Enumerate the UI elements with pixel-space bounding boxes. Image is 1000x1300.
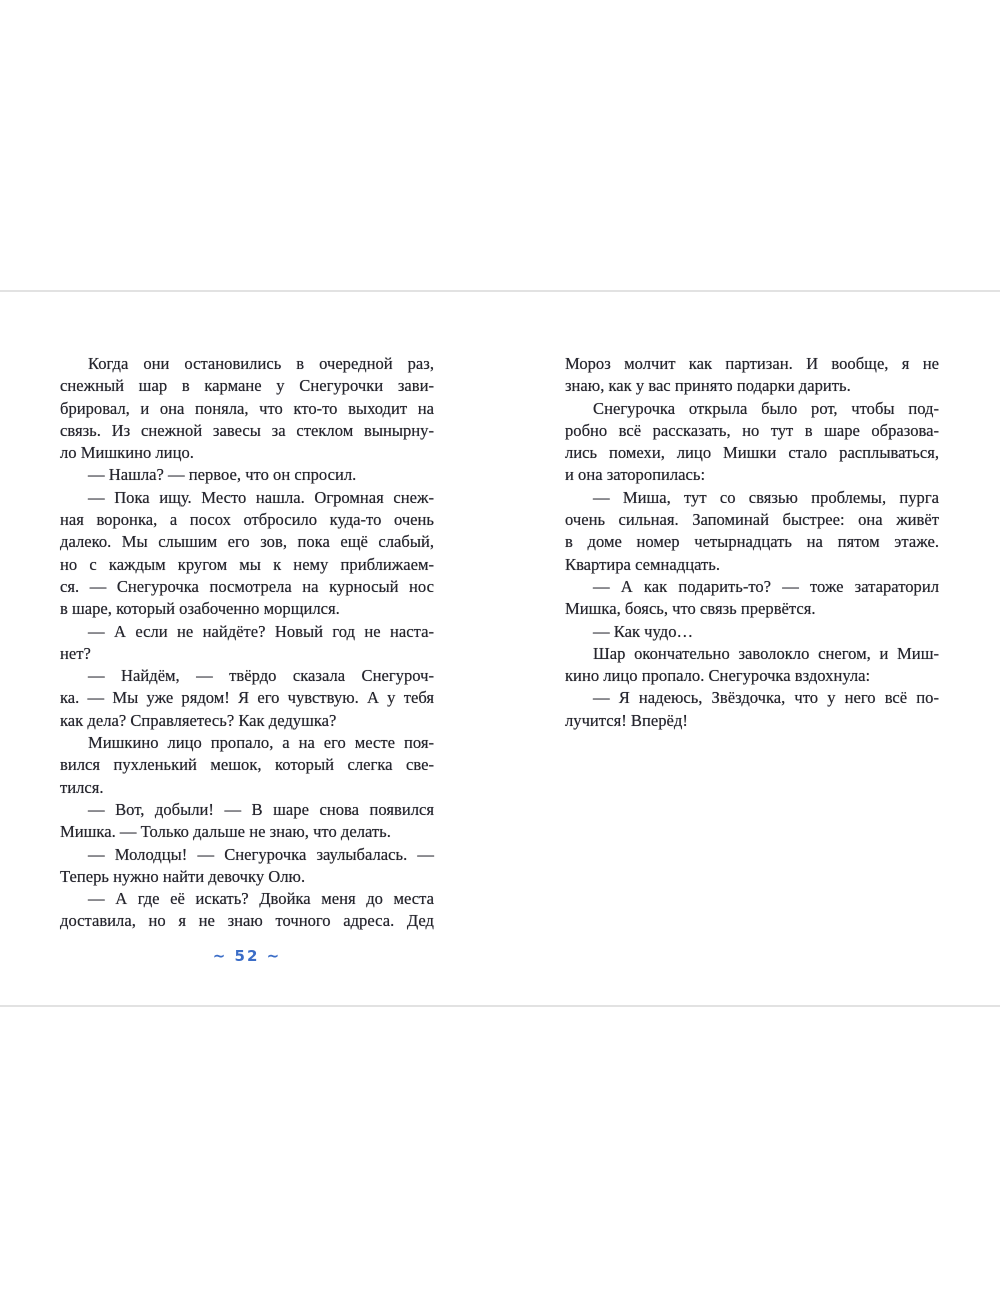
text-line: снежный шар в кармане у Снегурочки зави- [60, 376, 434, 396]
top-divider [0, 290, 1000, 292]
text-line: нет? [60, 643, 91, 663]
text-line: — Найдём, — твёрдо сказала Снегуроч- [88, 666, 434, 686]
text-line: тился. [60, 777, 104, 797]
text-line: робно всё рассказать, но тут в шаре образова- [565, 420, 939, 440]
text-line: Мороз молчит как партизан. И вообще, я не [565, 354, 939, 373]
text-line: кино лицо пропало. Снегурочка вздохнула: [565, 666, 871, 686]
text-line: Когда они остановились в очередной раз, [88, 354, 434, 373]
page-number: ~ 52 ~ [212, 947, 282, 965]
text-line: — Вот, добыли! — В шаре снова появился [88, 799, 434, 819]
text-line: очень сильная. Запоминай быстрее: она живёт [565, 510, 939, 530]
text-line: ная воронка, а посох отбросило куда-то очень [60, 510, 434, 530]
text-line: Мишкино лицо пропало, а на его месте поя- [88, 733, 434, 753]
text-line: как дела? Справляетесь? Как дедушка? [60, 710, 337, 730]
left-text-column [60, 353, 434, 933]
text-line: Шар окончательно заволокло снегом, и Миш- [593, 643, 939, 663]
text-line: и она заторопилась: [565, 465, 706, 485]
text-line: но с каждым кругом мы к нему приближаем- [60, 554, 434, 574]
text-line: — Миша, тут со связью проблемы, пурга [593, 487, 939, 507]
text-line: Квартира семнадцать. [565, 554, 720, 574]
text-line: связь. Из снежной завесы за стеклом вынырну- [60, 420, 434, 440]
text-line: — Нашла? — первое, что он спросил. [88, 465, 357, 485]
text-line: — А как подарить-то? — тоже затараторил [593, 576, 939, 596]
text-line: — Пока ищу. Место нашла. Огромная снеж- [88, 487, 434, 507]
text-line: Мишка, боясь, что связь прервётся. [565, 599, 816, 619]
text-line: далеко. Мы слышим его зов, пока ещё слабый, [60, 532, 434, 552]
text-line: в доме номер четырнадцать на пятом этаже. [565, 532, 939, 552]
text-line: лись помехи, лицо Мишки стало расплываться, [565, 443, 939, 463]
text-line: ло Мишкино лицо. [60, 443, 194, 463]
text-line: брировал, и она поняла, что кто-то выходит на [60, 398, 434, 418]
text-line: — Я надеюсь, Звёздочка, что у него всё по- [593, 688, 939, 708]
text-line: доставила, но я не знаю точного адреса. Дед [60, 911, 434, 931]
text-line: знаю, как у вас принято подарки дарить. [565, 376, 851, 396]
text-line: — Молодцы! — Снегурочка заулыбалась. — [88, 844, 434, 864]
text-line: Снегурочка открыла было рот, чтобы под- [593, 398, 939, 418]
bottom-divider [0, 1005, 1000, 1007]
text-line: — А где её искать? Двойка меня до места [88, 889, 434, 909]
text-line: — А если не найдёте? Новый год не наста- [88, 621, 434, 641]
text-line: лучится! Вперёд! [565, 710, 688, 730]
text-line: ка. — Мы уже рядом! Я его чувствую. А у тебя [60, 688, 434, 708]
text-line: вился пухленький мешок, который слегка све- [60, 755, 434, 775]
right-text-column [565, 353, 939, 732]
text-line: — Как чудо… [593, 621, 694, 641]
text-line: Мишка. — Только дальше не знаю, что делать. [60, 822, 391, 842]
text-line: ся. — Снегурочка посмотрела на курносый нос [60, 576, 434, 596]
text-line: в шаре, который озабоченно морщился. [60, 599, 340, 619]
text-line: Теперь нужно найти девочку Олю. [60, 866, 306, 886]
